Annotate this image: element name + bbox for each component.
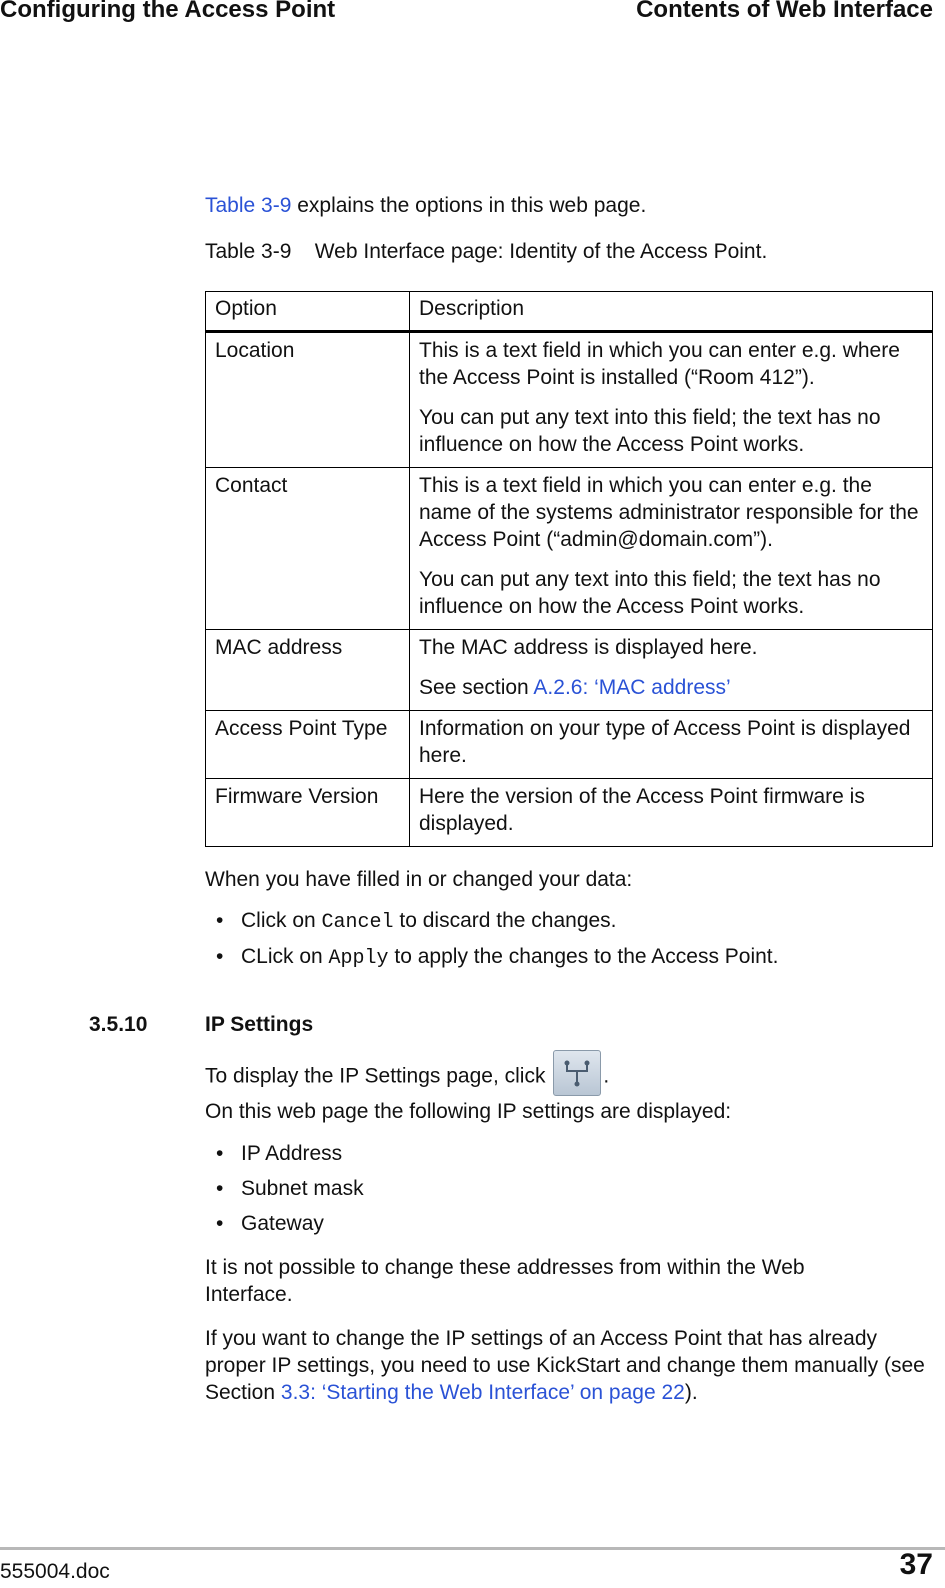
- description-cell: [410, 468, 933, 630]
- description-text: [419, 674, 924, 701]
- table-row: [206, 332, 933, 468]
- display-text: To display the IP Settings page, click: [205, 1064, 552, 1088]
- starting-web-interface-link[interactable]: 3.3: ‘Starting the Web Interface’ on page 22: [280, 1381, 685, 1404]
- bullet-dot: •: [216, 1142, 224, 1165]
- table-row: [206, 468, 933, 630]
- footer-doc-name: 555004.doc: [0, 1560, 110, 1583]
- description-cell: [410, 779, 933, 847]
- footer-rule: [0, 1547, 945, 1550]
- description-text: The MAC address is displayed here.: [419, 636, 758, 659]
- table-row: [206, 779, 933, 847]
- table-header-row: [206, 292, 933, 332]
- after-table-text: When you have filled in or changed your data:: [205, 868, 633, 891]
- option-cell: Firmware Version: [206, 779, 410, 847]
- page-number: 37: [899, 1548, 933, 1581]
- description-text: You can put any text into this field; the text has no influence on how the Access Point works.: [419, 568, 881, 618]
- description-text: Information on your type of Access Point is displayed here.: [419, 717, 911, 767]
- list-item: Subnet mask: [241, 1177, 364, 1200]
- options-table: [205, 291, 933, 847]
- description-text: You can put any text into this field; the text has no influence on how the Access Point works.: [419, 406, 881, 456]
- description-text: This is a text field in which you can enter e.g. the name of the systems administrator responsible for the Access Point (“admin@domain.com”).: [419, 474, 919, 551]
- bullet-text: CLick on: [241, 945, 329, 968]
- display-instruction: [205, 1054, 609, 1100]
- option-cell: MAC address: [206, 630, 410, 711]
- description-text: This is a text field in which you can enter e.g. where the Access Point is installed (“Room 412”).: [419, 339, 900, 389]
- not-possible-paragraph: It is not possible to change these addresses from within the Web Interface.: [205, 1256, 805, 1306]
- option-cell: Contact: [206, 468, 410, 630]
- display-period: .: [603, 1064, 610, 1088]
- table-caption: Table 3-9 Web Interface page: Identity of the Access Point.: [205, 240, 768, 263]
- bullet-text: to apply the changes to the Access Point.: [388, 945, 779, 968]
- kickstart-text: If you want to change the IP settings of an Access Point that has already proper IP settings, you need to use KickStart and change them manually (see Section: [205, 1327, 925, 1404]
- section-number: 3.5.10: [89, 1013, 148, 1036]
- running-header-left: Configuring the Access Point: [0, 0, 336, 23]
- kickstart-end: ).: [684, 1381, 698, 1404]
- table-ref-link[interactable]: Table 3-9: [205, 194, 292, 217]
- bullet-text: Click on: [241, 909, 322, 932]
- bullet-dot: •: [216, 1177, 224, 1200]
- apply-code: Apply: [328, 947, 389, 970]
- network-icon: [554, 1051, 600, 1095]
- section-title: IP Settings: [205, 1013, 314, 1036]
- list-item: IP Address: [241, 1142, 343, 1165]
- header-description: Description: [410, 292, 933, 332]
- description-cell: [410, 332, 933, 468]
- list-item: [241, 907, 617, 936]
- table-row: [206, 630, 933, 711]
- bullet-text: to discard the changes.: [393, 909, 617, 932]
- bullet-dot: •: [216, 909, 224, 932]
- running-header-right: Contents of Web Interface: [636, 0, 933, 23]
- list-item: [241, 943, 778, 972]
- see-section-text: See section: [419, 676, 534, 699]
- cancel-code: Cancel: [321, 911, 394, 934]
- displayed-intro: On this web page the following IP settings are displayed:: [205, 1100, 732, 1123]
- bullet-dot: •: [216, 945, 224, 968]
- option-cell: Access Point Type: [206, 711, 410, 779]
- intro-paragraph: [205, 192, 646, 219]
- table-row: [206, 711, 933, 779]
- header-option: Option: [206, 292, 410, 332]
- intro-text: explains the options in this web page.: [291, 194, 647, 217]
- description-cell: [410, 711, 933, 779]
- description-text: Here the version of the Access Point firmware is displayed.: [419, 785, 865, 835]
- description-cell: [410, 630, 933, 711]
- option-cell: Location: [206, 332, 410, 468]
- kickstart-paragraph: [205, 1325, 935, 1406]
- list-item: Gateway: [241, 1212, 324, 1235]
- mac-address-link[interactable]: A.2.6: ‘MAC address’: [533, 676, 731, 699]
- ip-settings-button[interactable]: [553, 1050, 601, 1096]
- bullet-dot: •: [216, 1212, 224, 1235]
